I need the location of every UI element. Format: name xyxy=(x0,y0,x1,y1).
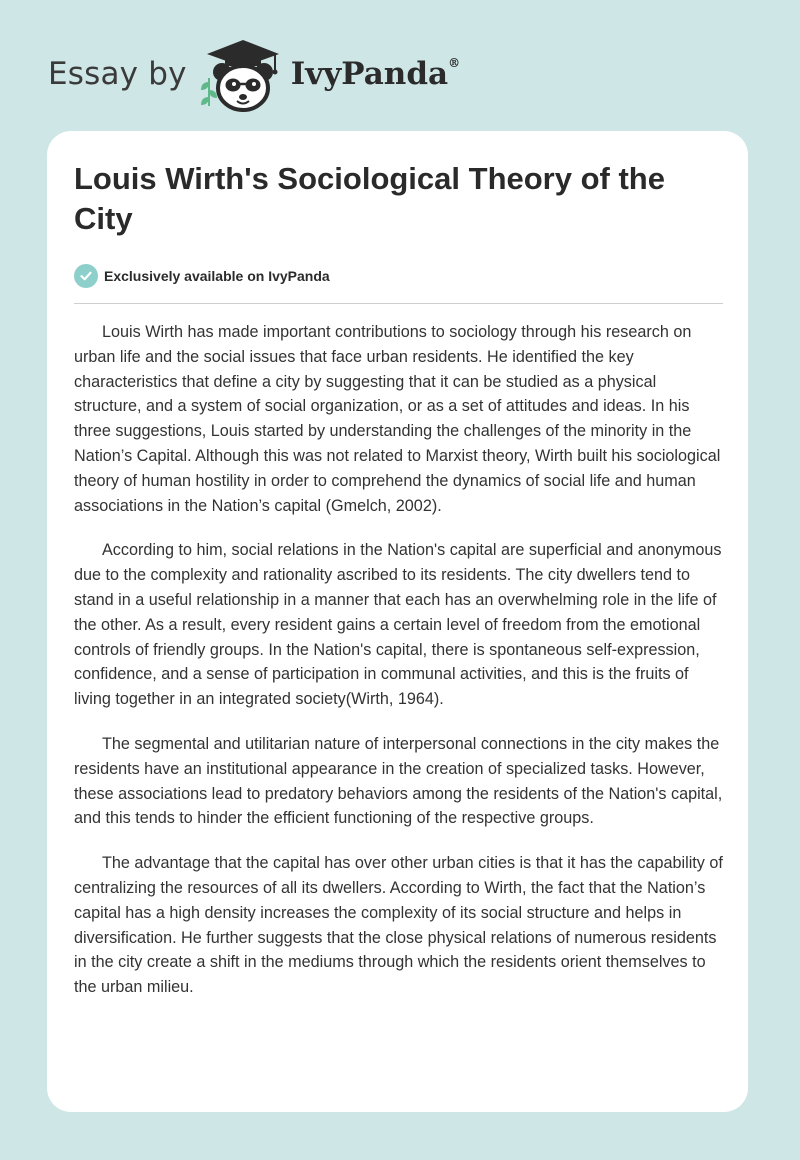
essay-title: Louis Wirth's Sociological Theory of the City xyxy=(74,161,665,236)
divider xyxy=(74,303,723,304)
site-header xyxy=(48,34,460,114)
exclusive-badge xyxy=(74,264,330,288)
essay-by-label: Essay by xyxy=(48,56,187,92)
registered-mark: ® xyxy=(448,55,461,70)
paragraph: According to him, social relations in the Nation's capital are superficial and anonymous due to the complexity and rationality ascribed to its residents. The city dwellers tend to stand in a useful relationship in a manner that each has an overwhelming role in the life of the other. As a result, every resident gains a certain level of freedom from the emotional controls of friendly groups. In the Nation's capital, there is spontaneous self-expression, confidence, and a sense of participation in communal activities, and this is the fruits of living together in an integrated society(Wirth, 1964). xyxy=(74,541,722,709)
paragraph: The segmental and utilitarian nature of interpersonal connections in the city makes the residents have an institutional appearance in the creation of specialized tasks. However, these associations lead to predatory behaviors among the residents of the Nation's capital, and this tends to hinder the efficient functioning of the respective groups. xyxy=(74,734,723,828)
exclusive-badge-text: Exclusively available on IvyPanda xyxy=(104,268,330,284)
ivypanda-logo-icon[interactable] xyxy=(197,34,289,114)
paragraph: The advantage that the capital has over other urban cities is that it has the capability of centralizing the resources of all its dwellers. According to Wirth, the fact that the Nation’s capital has a high density increases the complexity of its social structure and helps in diversification. He further suggests that the close physical relations of numerous residents in the city create a shift in the mediums through which the residents orient themselves to the urban milieu. xyxy=(74,854,723,997)
essay-card xyxy=(47,131,748,1112)
brand-name[interactable]: IvyPanda® xyxy=(290,55,461,92)
paragraph: Louis Wirth has made important contributions to sociology through his research on urban life and the social issues that face urban residents. He identified the key characteristics that define a city by suggesting that it can be studied as a physical structure, and a system of social organization, or as a set of attitudes and ideas. In his three suggestions, Louis started by understanding the challenges of the minority in the Nation’s Capital. Although this was not related to Marxist theory, Wirth built his sociological theory of human hostility in order to comprehend the dynamics of social life and human associations in the Nation’s capital (Gmelch, 2002). xyxy=(74,323,721,515)
essay-body xyxy=(74,320,726,1020)
check-icon xyxy=(74,264,98,288)
